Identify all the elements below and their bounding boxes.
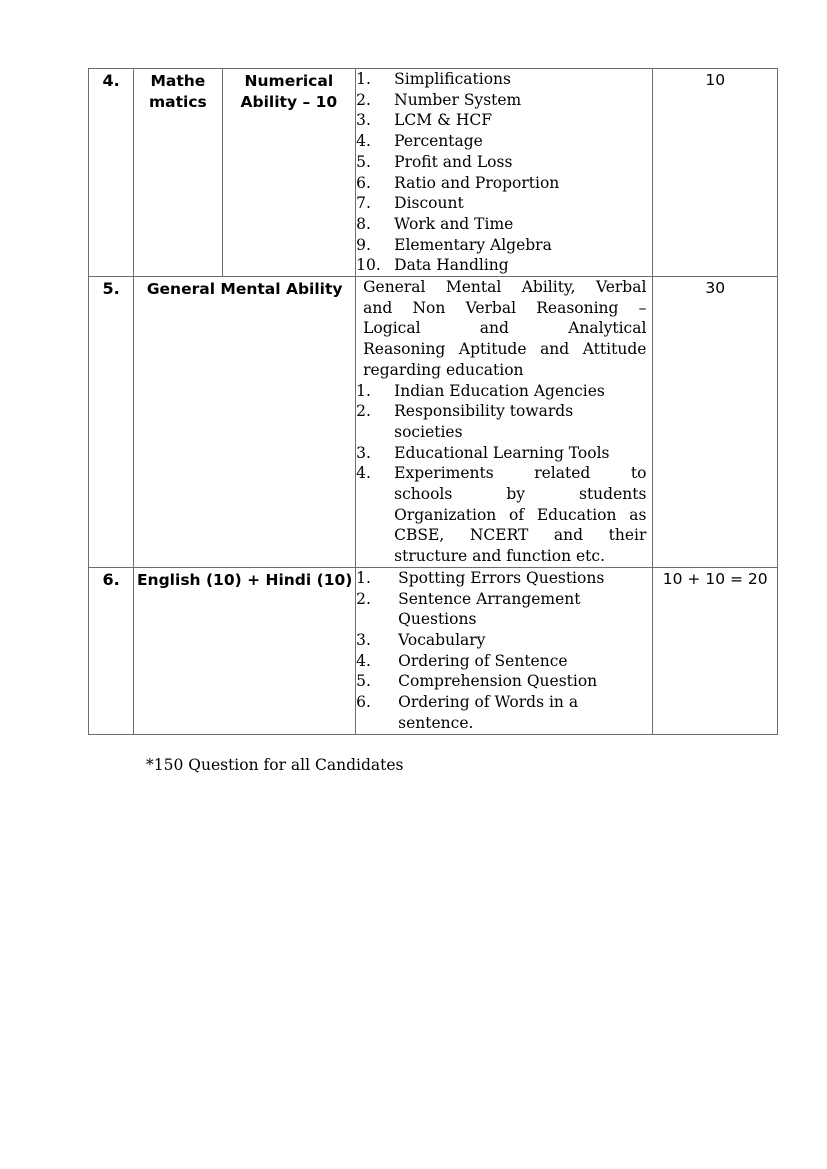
list-item [356, 193, 646, 214]
item-number: 3. [356, 443, 371, 462]
item-text: Percentage [394, 132, 483, 151]
item-text: Educational Learning Tools [394, 443, 610, 462]
item-text: Experiments related to [394, 464, 647, 483]
row-number: 6. [89, 567, 134, 734]
content-cell [356, 567, 653, 734]
item-text: Organization of Education as [394, 505, 647, 524]
item-text: Ordering of Sentence [398, 651, 568, 670]
item-text: Ratio and Proportion [394, 173, 560, 192]
list-item [356, 69, 646, 90]
list-item [356, 235, 646, 256]
marks-cell: 30 [653, 277, 778, 568]
item-text: Vocabulary [398, 630, 486, 649]
list-item [356, 90, 646, 111]
intro-line: and Non Verbal Reasoning – [363, 298, 647, 317]
item-text: CBSE, NCERT and their [394, 526, 647, 545]
item-text: Elementary Algebra [394, 235, 552, 254]
list-item [356, 568, 646, 589]
table-row [89, 277, 778, 568]
list-item [356, 630, 646, 651]
item-text: Spotting Errors Questions [398, 568, 605, 587]
list-item [356, 443, 646, 464]
footnote: *150 Question for all Candidates [146, 756, 404, 774]
item-text: Data Handling [394, 256, 509, 275]
item-number: 5. [356, 672, 371, 691]
syllabus-table [88, 68, 778, 735]
list-item [356, 152, 646, 173]
item-number: 6. [356, 693, 371, 712]
table-row [89, 567, 778, 734]
list-item [356, 131, 646, 152]
item-text: Work and Time [394, 214, 514, 233]
item-number: 5. [356, 152, 371, 171]
item-number: 3. [356, 630, 371, 649]
list-item [356, 173, 646, 194]
item-text: Profit and Loss [394, 152, 513, 171]
marks-cell: 10 + 10 = 20 [653, 567, 778, 734]
item-text: Discount [394, 194, 464, 213]
subject-cell: General Mental Ability [134, 277, 356, 568]
item-number: 4. [356, 651, 371, 670]
list-item [356, 214, 646, 235]
list-item [356, 255, 646, 276]
item-text: LCM & HCF [394, 111, 492, 130]
item-number: 1. [356, 70, 371, 88]
item-text: Indian Education Agencies [394, 381, 605, 400]
item-number: 2. [356, 402, 371, 421]
item-number: 6. [356, 173, 371, 192]
item-text: Questions [398, 610, 477, 629]
list-item [356, 401, 646, 442]
item-number: 10. [356, 256, 381, 275]
item-number: 9. [356, 235, 371, 254]
item-text: Responsibility towards [394, 402, 574, 421]
item-text: structure and function etc. [394, 547, 606, 566]
intro-line: regarding education [363, 360, 524, 379]
item-text: schools by students [394, 485, 647, 504]
intro-line: Logical and Analytical [363, 319, 647, 338]
item-number: 1. [356, 381, 371, 400]
intro-paragraph [356, 277, 646, 381]
content-cell [356, 69, 653, 277]
intro-line: Reasoning Aptitude and Attitude [363, 340, 647, 359]
intro-line: General Mental Ability, Verbal [363, 278, 647, 297]
item-text: Sentence Arrangement [398, 589, 581, 608]
item-number: 1. [356, 568, 371, 587]
item-number: 3. [356, 111, 371, 130]
item-text: Ordering of Words in a [398, 693, 579, 712]
item-number: 8. [356, 214, 371, 233]
item-text: Number System [394, 90, 522, 109]
subject-cell: Mathe matics [134, 69, 222, 277]
list-item [356, 110, 646, 131]
list-item [356, 381, 646, 402]
item-number: 2. [356, 90, 371, 109]
row-number: 4. [89, 69, 134, 277]
table-row [89, 69, 778, 277]
content-cell [356, 277, 653, 568]
list-item [356, 692, 646, 733]
list-item [356, 671, 646, 692]
row-number: 5. [89, 277, 134, 568]
item-number: 4. [356, 464, 371, 483]
item-text: Simplifications [394, 70, 511, 88]
marks-cell: 10 [653, 69, 778, 277]
item-text: societies [394, 422, 463, 441]
item-text: sentence. [398, 713, 474, 732]
item-number: 4. [356, 132, 371, 151]
item-number: 7. [356, 194, 371, 213]
list-item [356, 463, 646, 567]
item-number: 2. [356, 589, 371, 608]
list-item [356, 589, 646, 630]
item-text: Comprehension Question [398, 672, 598, 691]
topic-cell: Numerical Ability – 10 [222, 69, 356, 277]
subject-cell: English (10) + Hindi (10) [134, 567, 356, 734]
list-item [356, 651, 646, 672]
